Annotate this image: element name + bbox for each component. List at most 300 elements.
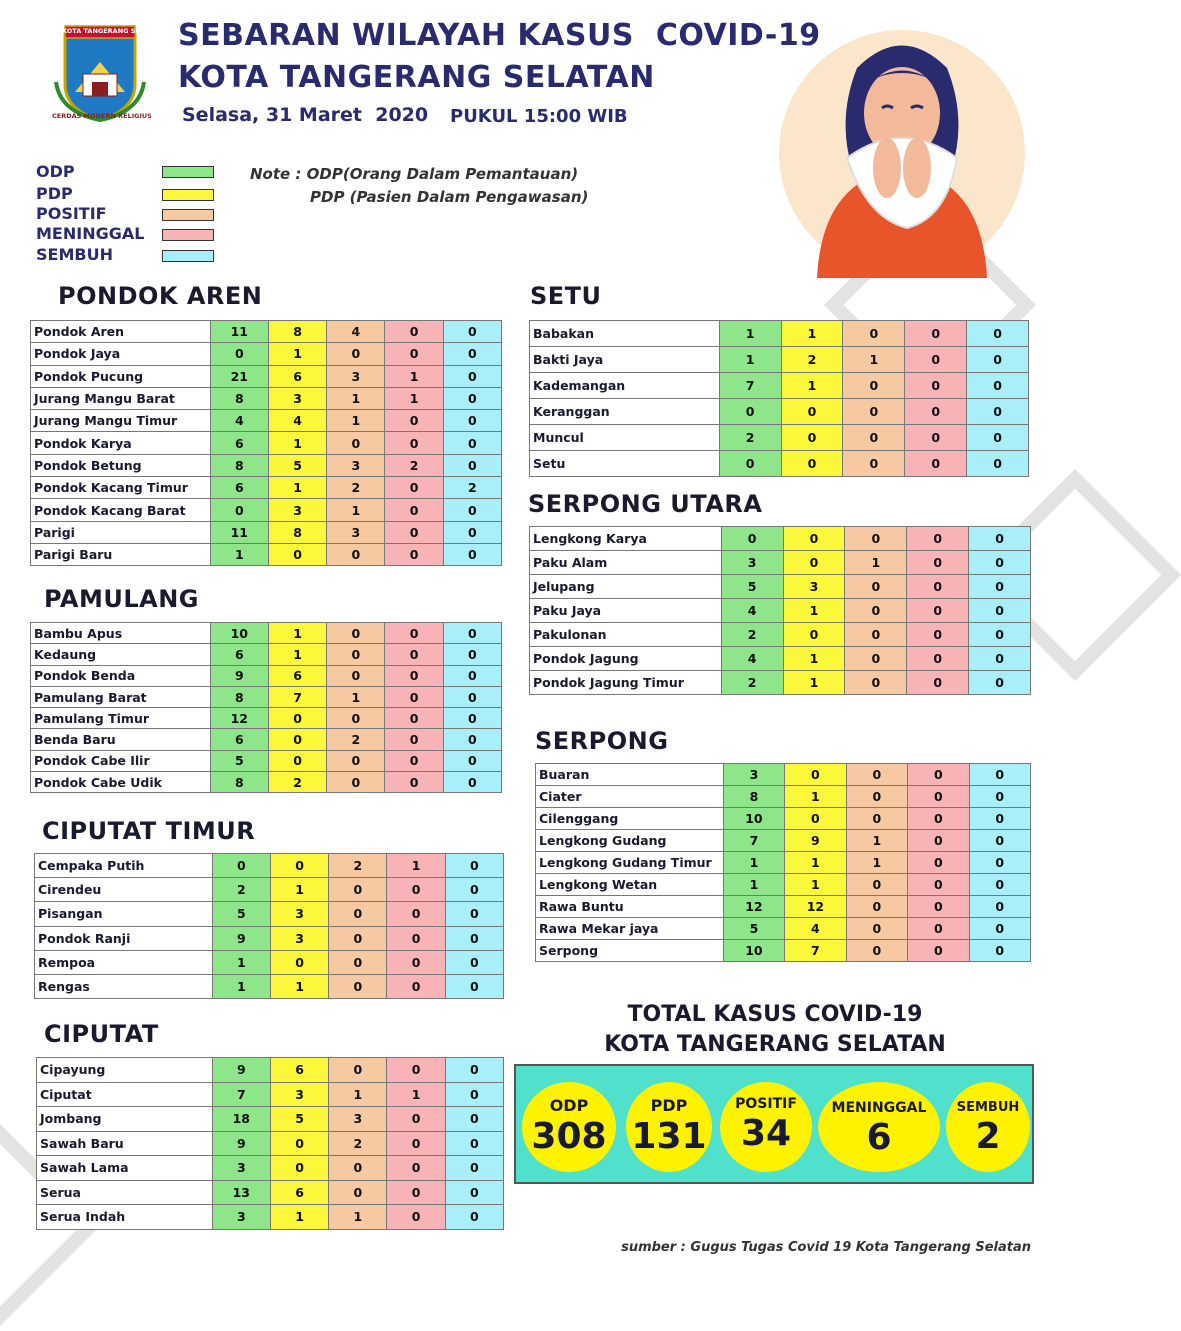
cell-positif: 1 — [846, 852, 907, 874]
cell-pdp: 0 — [268, 750, 326, 771]
cell-sembuh: 0 — [445, 902, 503, 926]
cell-positif: 0 — [329, 1156, 387, 1181]
cell-sembuh: 0 — [443, 387, 501, 409]
cell-positif: 1 — [846, 830, 907, 852]
cell-meninggal: 0 — [387, 926, 445, 950]
cell-pdp: 0 — [270, 950, 328, 974]
cell-sembuh: 0 — [969, 830, 1030, 852]
cell-meninggal: 0 — [385, 665, 443, 686]
table-row — [530, 451, 1029, 477]
table-row — [530, 347, 1029, 373]
cell-odp: 8 — [210, 686, 268, 707]
cell-meninggal: 0 — [905, 399, 967, 425]
area-name: Parigi Baru — [31, 543, 211, 565]
cell-meninggal: 0 — [385, 686, 443, 707]
cell-positif: 2 — [329, 1131, 387, 1156]
table-row — [35, 974, 504, 998]
table-row — [530, 599, 1031, 623]
cell-odp: 8 — [210, 387, 268, 409]
cell-meninggal: 0 — [907, 647, 969, 671]
table-row — [530, 647, 1031, 671]
cell-odp: 12 — [723, 896, 784, 918]
cell-positif: 0 — [843, 373, 905, 399]
total-meninggal-label: MENINGGAL — [831, 1100, 927, 1116]
area-name: Bakti Jaya — [530, 347, 720, 373]
table-row — [536, 896, 1031, 918]
area-name: Cempaka Putih — [35, 854, 213, 878]
total-meninggal-value: 6 — [866, 1117, 892, 1158]
cell-odp: 0 — [210, 343, 268, 365]
cell-pdp: 1 — [268, 623, 326, 644]
cell-positif: 0 — [843, 399, 905, 425]
cell-meninggal: 0 — [385, 410, 443, 432]
cell-positif: 0 — [329, 878, 387, 902]
table-row — [31, 686, 502, 707]
cell-meninggal: 0 — [387, 974, 445, 998]
area-name: Lengkong Wetan — [536, 874, 724, 896]
cell-meninggal: 1 — [385, 387, 443, 409]
cell-sembuh: 0 — [445, 1082, 503, 1107]
cell-pdp: 5 — [268, 454, 326, 476]
cell-meninggal: 0 — [387, 902, 445, 926]
cell-sembuh: 0 — [969, 940, 1030, 962]
cell-positif: 0 — [845, 527, 907, 551]
cell-positif: 0 — [327, 750, 385, 771]
area-name: Pondok Cabe Ilir — [31, 750, 211, 771]
cell-odp: 1 — [719, 347, 781, 373]
table-serpong — [535, 763, 1031, 962]
cell-sembuh: 2 — [443, 477, 501, 499]
page-title: SEBARAN WILAYAH KASUS COVID-19 — [178, 18, 821, 53]
area-name: Kademangan — [530, 373, 720, 399]
table-row — [530, 321, 1029, 347]
cell-odp: 11 — [210, 321, 268, 343]
cell-sembuh: 0 — [443, 686, 501, 707]
cell-sembuh: 0 — [443, 623, 501, 644]
cell-sembuh: 0 — [445, 854, 503, 878]
cell-odp: 2 — [721, 623, 783, 647]
cell-pdp: 1 — [268, 477, 326, 499]
cell-odp: 21 — [210, 365, 268, 387]
area-name: Pondok Pucung — [31, 365, 211, 387]
table-row — [37, 1205, 504, 1230]
total-pdp — [626, 1082, 712, 1172]
cell-positif: 1 — [845, 551, 907, 575]
cell-odp: 4 — [721, 647, 783, 671]
table-row — [530, 671, 1031, 695]
table-row — [31, 387, 502, 409]
table-row — [530, 425, 1029, 451]
cell-pdp: 6 — [270, 1058, 328, 1083]
cell-meninggal: 0 — [387, 1131, 445, 1156]
section-title-setu: SETU — [530, 282, 602, 310]
cell-pdp: 7 — [785, 940, 846, 962]
table-row — [31, 432, 502, 454]
city-logo — [50, 22, 163, 122]
cell-pdp: 6 — [268, 665, 326, 686]
table-row — [37, 1058, 504, 1083]
cell-sembuh: 0 — [445, 974, 503, 998]
cell-odp: 6 — [210, 729, 268, 750]
cell-pdp: 3 — [783, 575, 845, 599]
cell-meninggal: 0 — [905, 425, 967, 451]
report-date: Selasa, 31 Maret 2020 — [182, 104, 429, 126]
cell-odp: 2 — [212, 878, 270, 902]
cell-meninggal: 0 — [908, 808, 969, 830]
cell-sembuh: 0 — [969, 874, 1030, 896]
cell-positif: 0 — [845, 623, 907, 647]
cell-positif: 0 — [846, 940, 907, 962]
cell-pdp: 2 — [781, 347, 843, 373]
cell-meninggal: 0 — [385, 321, 443, 343]
note-pdp: PDP (Pasien Dalam Pengawasan) — [310, 188, 589, 206]
total-odp-label: ODP — [549, 1096, 589, 1115]
table-row — [31, 365, 502, 387]
cell-meninggal: 0 — [387, 1058, 445, 1083]
cell-pdp: 2 — [268, 772, 326, 793]
cell-odp: 7 — [212, 1082, 270, 1107]
cell-pdp: 3 — [270, 926, 328, 950]
cell-positif: 4 — [327, 321, 385, 343]
cell-sembuh: 0 — [443, 343, 501, 365]
cell-odp: 1 — [723, 852, 784, 874]
legend-swatch-meninggal — [162, 229, 214, 241]
cell-positif: 1 — [327, 499, 385, 521]
area-name: Serua — [37, 1180, 213, 1205]
cell-pdp: 1 — [268, 343, 326, 365]
cell-positif: 0 — [846, 874, 907, 896]
cell-pdp: 1 — [268, 644, 326, 665]
table-row — [35, 902, 504, 926]
cell-sembuh: 0 — [969, 918, 1030, 940]
total-title: TOTAL KASUS COVID-19 — [627, 1002, 923, 1027]
area-name: Setu — [530, 451, 720, 477]
cell-positif: 0 — [846, 896, 907, 918]
cell-pdp: 1 — [270, 1205, 328, 1230]
table-row — [37, 1082, 504, 1107]
area-name: Pondok Ranji — [35, 926, 213, 950]
cell-meninggal: 0 — [905, 451, 967, 477]
cell-pdp: 5 — [270, 1107, 328, 1132]
legend-label-pdp: PDP — [36, 184, 73, 203]
cell-pdp: 7 — [268, 686, 326, 707]
report-time: PUKUL 15:00 WIB — [450, 106, 628, 127]
area-name: Ciputat — [37, 1082, 213, 1107]
cell-meninggal: 0 — [387, 1180, 445, 1205]
cell-pdp: 3 — [268, 499, 326, 521]
cell-positif: 0 — [329, 950, 387, 974]
table-row — [31, 499, 502, 521]
area-name: Pisangan — [35, 902, 213, 926]
cell-positif: 3 — [327, 365, 385, 387]
table-row — [31, 729, 502, 750]
cell-positif: 0 — [845, 575, 907, 599]
area-name: Rawa Buntu — [536, 896, 724, 918]
cell-pdp: 4 — [268, 410, 326, 432]
section-title-pamulang: PAMULANG — [44, 585, 199, 613]
area-name: Pondok Kacang Barat — [31, 499, 211, 521]
cell-meninggal: 0 — [908, 852, 969, 874]
cell-odp: 12 — [210, 708, 268, 729]
table-row — [31, 665, 502, 686]
cell-meninggal: 0 — [908, 896, 969, 918]
cell-positif: 0 — [843, 321, 905, 347]
cell-positif: 0 — [846, 808, 907, 830]
cell-odp: 8 — [210, 772, 268, 793]
area-name: Pamulang Barat — [31, 686, 211, 707]
cell-odp: 3 — [212, 1205, 270, 1230]
total-positif — [720, 1082, 812, 1172]
area-name: Serua Indah — [37, 1205, 213, 1230]
cell-sembuh: 0 — [969, 671, 1031, 695]
cell-pdp: 8 — [268, 521, 326, 543]
cell-positif: 3 — [329, 1107, 387, 1132]
cell-meninggal: 0 — [908, 874, 969, 896]
cell-sembuh: 0 — [443, 772, 501, 793]
legend-label-odp: ODP — [36, 162, 75, 181]
cell-sembuh: 0 — [967, 425, 1029, 451]
cell-positif: 0 — [846, 786, 907, 808]
cell-odp: 18 — [212, 1107, 270, 1132]
cell-pdp: 1 — [781, 321, 843, 347]
cell-pdp: 0 — [781, 451, 843, 477]
table-row — [536, 808, 1031, 830]
cell-odp: 1 — [723, 874, 784, 896]
cell-meninggal: 1 — [385, 365, 443, 387]
cell-pdp: 0 — [781, 399, 843, 425]
cell-pdp: 6 — [268, 365, 326, 387]
cell-odp: 3 — [212, 1156, 270, 1181]
cell-sembuh: 0 — [967, 451, 1029, 477]
total-odp — [522, 1082, 616, 1172]
cell-odp: 3 — [721, 551, 783, 575]
cell-pdp: 6 — [270, 1180, 328, 1205]
area-name: Lengkong Gudang — [536, 830, 724, 852]
cell-positif: 3 — [327, 454, 385, 476]
cell-pdp: 0 — [785, 808, 846, 830]
cell-odp: 1 — [212, 974, 270, 998]
cell-pdp: 3 — [270, 1082, 328, 1107]
cell-pdp: 0 — [268, 729, 326, 750]
cell-sembuh: 0 — [969, 575, 1031, 599]
cell-pdp: 0 — [268, 708, 326, 729]
legend-swatch-odp — [162, 166, 214, 178]
cell-meninggal: 0 — [387, 1156, 445, 1181]
cell-meninggal: 0 — [387, 1107, 445, 1132]
cell-odp: 9 — [212, 1058, 270, 1083]
table-row — [530, 575, 1031, 599]
total-subtitle: KOTA TANGERANG SELATAN — [604, 1032, 946, 1057]
cell-meninggal: 0 — [385, 499, 443, 521]
cell-sembuh: 0 — [445, 878, 503, 902]
cell-pdp: 1 — [270, 974, 328, 998]
area-name: Ciater — [536, 786, 724, 808]
cell-positif: 0 — [843, 425, 905, 451]
total-sembuh-value: 2 — [975, 1116, 1001, 1157]
cell-meninggal: 0 — [907, 623, 969, 647]
area-name: Pondok Benda — [31, 665, 211, 686]
area-name: Babakan — [530, 321, 720, 347]
area-name: Pamulang Timur — [31, 708, 211, 729]
cell-odp: 7 — [723, 830, 784, 852]
cell-odp: 7 — [719, 373, 781, 399]
cell-positif: 0 — [327, 543, 385, 565]
cell-odp: 0 — [212, 854, 270, 878]
cell-odp: 5 — [723, 918, 784, 940]
cell-positif: 1 — [329, 1205, 387, 1230]
cell-pdp: 1 — [268, 432, 326, 454]
cell-positif: 2 — [327, 477, 385, 499]
cell-sembuh: 0 — [969, 599, 1031, 623]
table-row — [31, 321, 502, 343]
sneezing-woman-illustration — [777, 28, 1027, 278]
cell-meninggal: 2 — [385, 454, 443, 476]
cell-meninggal: 0 — [385, 477, 443, 499]
cell-odp: 10 — [723, 808, 784, 830]
cell-pdp: 8 — [268, 321, 326, 343]
cell-pdp: 0 — [785, 764, 846, 786]
cell-odp: 2 — [719, 425, 781, 451]
area-name: Paku Jaya — [530, 599, 722, 623]
cell-meninggal: 0 — [907, 575, 969, 599]
cell-meninggal: 0 — [385, 772, 443, 793]
cell-meninggal: 0 — [385, 521, 443, 543]
table-row — [35, 950, 504, 974]
total-odp-value: 308 — [531, 1116, 607, 1157]
cell-meninggal: 0 — [907, 527, 969, 551]
cell-sembuh: 0 — [445, 1180, 503, 1205]
cell-meninggal: 0 — [908, 830, 969, 852]
table-ciputat-timur — [34, 853, 504, 999]
cell-positif: 0 — [327, 772, 385, 793]
cell-odp: 0 — [721, 527, 783, 551]
cell-odp: 10 — [723, 940, 784, 962]
cell-pdp: 0 — [783, 527, 845, 551]
table-row — [536, 918, 1031, 940]
total-pdp-label: PDP — [650, 1096, 688, 1115]
area-name: Benda Baru — [31, 729, 211, 750]
cell-positif: 0 — [327, 432, 385, 454]
cell-pdp: 1 — [783, 599, 845, 623]
table-row — [31, 623, 502, 644]
table-pondok-aren — [30, 320, 502, 566]
table-row — [37, 1156, 504, 1181]
area-name: Cilenggang — [536, 808, 724, 830]
cell-sembuh: 0 — [443, 521, 501, 543]
cell-odp: 9 — [212, 1131, 270, 1156]
cell-odp: 5 — [212, 902, 270, 926]
cell-sembuh: 0 — [967, 347, 1029, 373]
cell-meninggal: 1 — [387, 854, 445, 878]
legend-label-positif: POSITIF — [36, 204, 107, 223]
area-name: Muncul — [530, 425, 720, 451]
cell-sembuh: 0 — [443, 708, 501, 729]
section-title-ciputat: CIPUTAT — [44, 1020, 159, 1048]
cell-pdp: 1 — [785, 852, 846, 874]
table-row — [31, 543, 502, 565]
cell-odp: 6 — [210, 477, 268, 499]
cell-sembuh: 0 — [445, 1058, 503, 1083]
area-name: Pondok Cabe Udik — [31, 772, 211, 793]
cell-odp: 4 — [210, 410, 268, 432]
table-row — [31, 454, 502, 476]
cell-positif: 0 — [327, 623, 385, 644]
cell-meninggal: 0 — [387, 1205, 445, 1230]
table-ciputat — [36, 1057, 504, 1230]
table-row — [31, 772, 502, 793]
total-positif-value: 34 — [740, 1113, 792, 1154]
area-name: Pondok Jaya — [31, 343, 211, 365]
area-name: Kedaung — [31, 644, 211, 665]
cell-pdp: 1 — [785, 874, 846, 896]
table-row — [35, 854, 504, 878]
cell-positif: 0 — [329, 926, 387, 950]
cell-meninggal: 0 — [387, 950, 445, 974]
area-name: Cirendeu — [35, 878, 213, 902]
area-name: Jurang Mangu Barat — [31, 387, 211, 409]
cell-sembuh: 0 — [443, 410, 501, 432]
cell-odp: 6 — [210, 432, 268, 454]
area-name: Sawah Lama — [37, 1156, 213, 1181]
cell-odp: 9 — [212, 926, 270, 950]
cell-meninggal: 0 — [385, 623, 443, 644]
cell-sembuh: 0 — [443, 365, 501, 387]
table-row — [530, 551, 1031, 575]
cell-pdp: 1 — [783, 671, 845, 695]
cell-pdp: 0 — [268, 543, 326, 565]
total-box — [514, 1064, 1034, 1184]
area-name: Jurang Mangu Timur — [31, 410, 211, 432]
area-name: Rengas — [35, 974, 213, 998]
area-name: Keranggan — [530, 399, 720, 425]
cell-meninggal: 0 — [385, 543, 443, 565]
cell-odp: 0 — [719, 399, 781, 425]
cell-meninggal: 0 — [905, 347, 967, 373]
legend-swatch-pdp — [162, 189, 214, 201]
cell-pdp: 1 — [783, 647, 845, 671]
area-name: Pondok Betung — [31, 454, 211, 476]
area-name: Bambu Apus — [31, 623, 211, 644]
cell-sembuh: 0 — [443, 543, 501, 565]
table-pamulang — [30, 622, 502, 793]
cell-odp: 8 — [723, 786, 784, 808]
cell-positif: 0 — [846, 918, 907, 940]
cell-odp: 8 — [210, 454, 268, 476]
cell-sembuh: 0 — [445, 1131, 503, 1156]
section-title-pondok-aren: PONDOK AREN — [58, 282, 263, 310]
cell-odp: 0 — [210, 499, 268, 521]
cell-sembuh: 0 — [443, 454, 501, 476]
cell-meninggal: 0 — [907, 671, 969, 695]
cell-positif: 0 — [845, 599, 907, 623]
total-sembuh-label: SEMBUH — [956, 1100, 1020, 1115]
cell-sembuh: 0 — [443, 499, 501, 521]
table-row — [536, 940, 1031, 962]
area-name: Pakulonan — [530, 623, 722, 647]
cell-meninggal: 0 — [908, 786, 969, 808]
table-row — [35, 926, 504, 950]
legend-label-sembuh: SEMBUH — [36, 245, 113, 264]
table-setu — [529, 320, 1029, 477]
cell-sembuh: 0 — [445, 1156, 503, 1181]
cell-positif: 0 — [845, 647, 907, 671]
table-row — [37, 1180, 504, 1205]
area-name: Sawah Baru — [37, 1131, 213, 1156]
cell-positif: 0 — [843, 451, 905, 477]
cell-odp: 1 — [210, 543, 268, 565]
table-row — [530, 373, 1029, 399]
section-title-serpong: SERPONG — [535, 727, 669, 755]
